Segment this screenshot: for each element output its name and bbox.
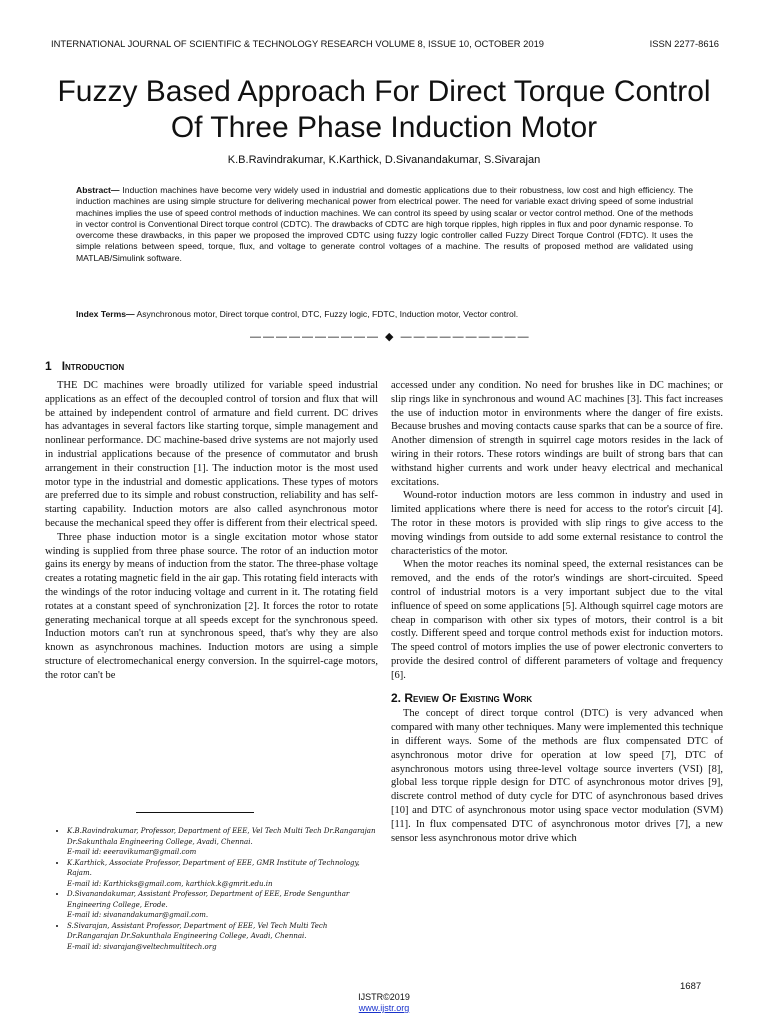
page-footer bbox=[334, 992, 434, 1014]
section-2-heading bbox=[391, 692, 723, 706]
footnote-affiliation: K.B.Ravindrakumar, Professor, Department of EEE, Vel Tech Multi Tech Dr.Rangarajan Dr.Sakunthala Engineering College, Avadi, Chennai. bbox=[67, 827, 376, 846]
section-2-title: Review Of Existing Work bbox=[404, 690, 533, 705]
footnote-item bbox=[67, 889, 380, 921]
title-line-1: Fuzzy Based Approach For Direct Torque Control bbox=[57, 75, 711, 108]
footnote-item bbox=[67, 858, 380, 890]
issn-label: ISSN 2277-8616 bbox=[649, 38, 719, 49]
section-2-number: 2. bbox=[391, 690, 402, 705]
section-1-title: Introduction bbox=[61, 359, 125, 373]
footnote-affiliation: S.Sivarajan, Assistant Professor, Department of EEE, Vel Tech Multi Tech Dr.Rangarajan Dr.Sakunthala Engineering College, Avadi, Chennai. bbox=[67, 921, 328, 940]
index-terms bbox=[76, 309, 693, 320]
footnote-email: E-mail id: sivanandakumar@gmail.com. bbox=[67, 911, 209, 919]
paragraph: accessed under any condition. No need for brushes like in DC machines; or slip rings like in synchronous and wound AC machines [3]. This fact increases the use of induction motor in environments where the danger of fire exists. Because brushes and moving contacts cause sparks that can be a source of fire. Another dimension of strength in squirrel cage motors resides in the lack of wiring in their rotors. These rotors windings are built of strong bars that can withstand higher currents and work under heavy electrical and mechanical excitations. bbox=[391, 380, 723, 488]
section-1-heading bbox=[45, 359, 124, 373]
footnote-rule bbox=[136, 812, 254, 813]
page-number: 1687 bbox=[680, 981, 702, 992]
authors: K.B.Ravindrakumar, K.Karthick, D.Sivanandakumar, S.Sivarajan bbox=[227, 154, 541, 166]
journal-header: INTERNATIONAL JOURNAL OF SCIENTIFIC & TECHNOLOGY RESEARCH VOLUME 8, ISSUE 10, OCTOBER 2019 bbox=[51, 38, 544, 49]
index-terms-text: Asynchronous motor, Direct torque control, DTC, Fuzzy logic, FDTC, Induction motor, Vector control. bbox=[134, 309, 519, 319]
footer-copyright: IJSTR©2019 bbox=[358, 992, 410, 1002]
abstract bbox=[76, 185, 693, 264]
abstract-label: Abstract— bbox=[76, 185, 120, 195]
footnote-email: E-mail id: Karthicks@gmail.com, karthick.k@gmrit.edu.in bbox=[67, 879, 273, 888]
footer-link[interactable]: www.ijstr.org bbox=[358, 1003, 410, 1013]
paragraph: The concept of direct torque control (DTC) is very advanced when compared with many other techniques. Many were implemented this technique in different ways. Some of the methods are flux compensated DTC of asynchronous motor drive for operation at low speed [7], DTC of asynchronous motors using three-level voltage source inverters (VSI) [8], global less torque ripple design for DTC of asynchronous motor drives [9], discrete control method of duty cycle for DTC of asynchronous based drives [10] and DTC of asynchronous motor using space vector modulation (SVM) [11]. In flux compensated DTC of asynchronous motor drives [7], a new sensor less asynchronous motor drive which bbox=[391, 708, 723, 844]
paper-title bbox=[20, 74, 748, 146]
paragraph: Wound-rotor induction motors are less common in industry and used in limited applications where there is need for access to the rotor's circuit [4]. The rotor in these motors is provided with slip rings to give access to the moving windings from outside to add some external resistance to control the characteristics of the motor. bbox=[391, 490, 723, 557]
footnote-item bbox=[67, 826, 380, 858]
index-terms-label: Index Terms— bbox=[76, 309, 135, 319]
footnote-affiliation: D.Sivanandakumar, Assistant Professor, Department of EEE, Erode Sengunthar Engineering College, Erode. bbox=[67, 890, 350, 909]
paragraph: Three phase induction motor is a single excitation motor whose stator winding is supplied from three phase source. The rotor of an induction motor gains its energy by means of induction from the stator. The three-phase voltage creates a rotating magnetic field in the air gap. This rotating field interacts with the windings of the rotor inducing voltage and current in it. The rotating field rotates at a constant speed of synchronization [2]. It forces the rotor to rotate generating mechanical torque at all speeds except for the synchronous speed. Induction motors can't run at synchronous speed, that's why they are also known as asynchronous machines. Induction motors are using a simple structure of electromechanical energy conversion. In the squirrel-cage motors, the rotor can't be bbox=[45, 531, 378, 681]
footnote-email: E-mail id: sivarajan@veltechmultitech.org bbox=[67, 942, 217, 951]
section-divider: —————————— ◆ —————————— bbox=[250, 331, 531, 343]
footnote-item bbox=[67, 921, 380, 953]
title-line-2: Of Three Phase Induction Motor bbox=[170, 111, 598, 144]
section-1-number: 1 bbox=[45, 359, 52, 373]
footnote-email: E-mail id: eeeravikumar@gmail.com bbox=[67, 848, 197, 856]
right-column bbox=[391, 379, 723, 845]
left-column bbox=[45, 379, 378, 799]
abstract-text: Induction machines have become very widely used in industrial and domestic applications due to their robustness, low cost and high efficiency. The induction machines are using simple structure for delivering mechanical power from electrical power. The need for variable exact driving speed of some industrial machines implies the use of speed control methods of induction machines. We can control its speed by using scalar or vector control method. One of the methods in vector control is Conventional Direct torque control (CDTC). The drawbacks of CDTC are high torque ripples, high ripples in flux and poor dynamic response. To overcome these drawbacks, in this paper we proposed the improved CDTC using fuzzy logic controller called Fuzzy Direct Torque Control (FDTC). It uses the simple relations between speed, torque, flux, and voltage to generate control voltages of a machine. The results of proposed method are validated using MATLAB/Simulink software. bbox=[76, 185, 693, 263]
author-footnotes bbox=[50, 826, 380, 952]
paragraph: THE DC machines were broadly utilized for variable speed industrial applications as an effect of the decoupled control of torsion and flux that will be attained by independent control of armature and field current. DC drives has advantages in several factors like starting torque, simple management and nonlinear performance. DC machine-based drive systems are not majorly used in industrial applications because of the presence of commutator and brush arrangement in their construction [1]. The induction motor is the most used motor type in the industrial and domestic applications. These types of motors are preferred due to its simple and robust construction, reliability and has self-starting capability. Induction motors are also called asynchronous motor because the mechanical speed they offer is different from their electrical speed. bbox=[45, 380, 378, 529]
paragraph: When the motor reaches its nominal speed, the external resistances can be removed, and the ends of the rotor's windings are short-circuited. Speed control of industrial motors is a very important subject due to the vital influence of speed on some applications [5]. Although squirrel cage motors are cheap in comparison with other six types of motors, their control is a bit costly. Different speed and torque control methods exist for induction motors. The speed control of motors implies the use of power electronic converters to provide the desired control of different parameters of voltage and frequency [6]. bbox=[391, 559, 723, 681]
footnote-affiliation: K.Karthick, Associate Professor, Department of EEE, GMR Institute of Technology, Rajam. bbox=[67, 858, 360, 877]
